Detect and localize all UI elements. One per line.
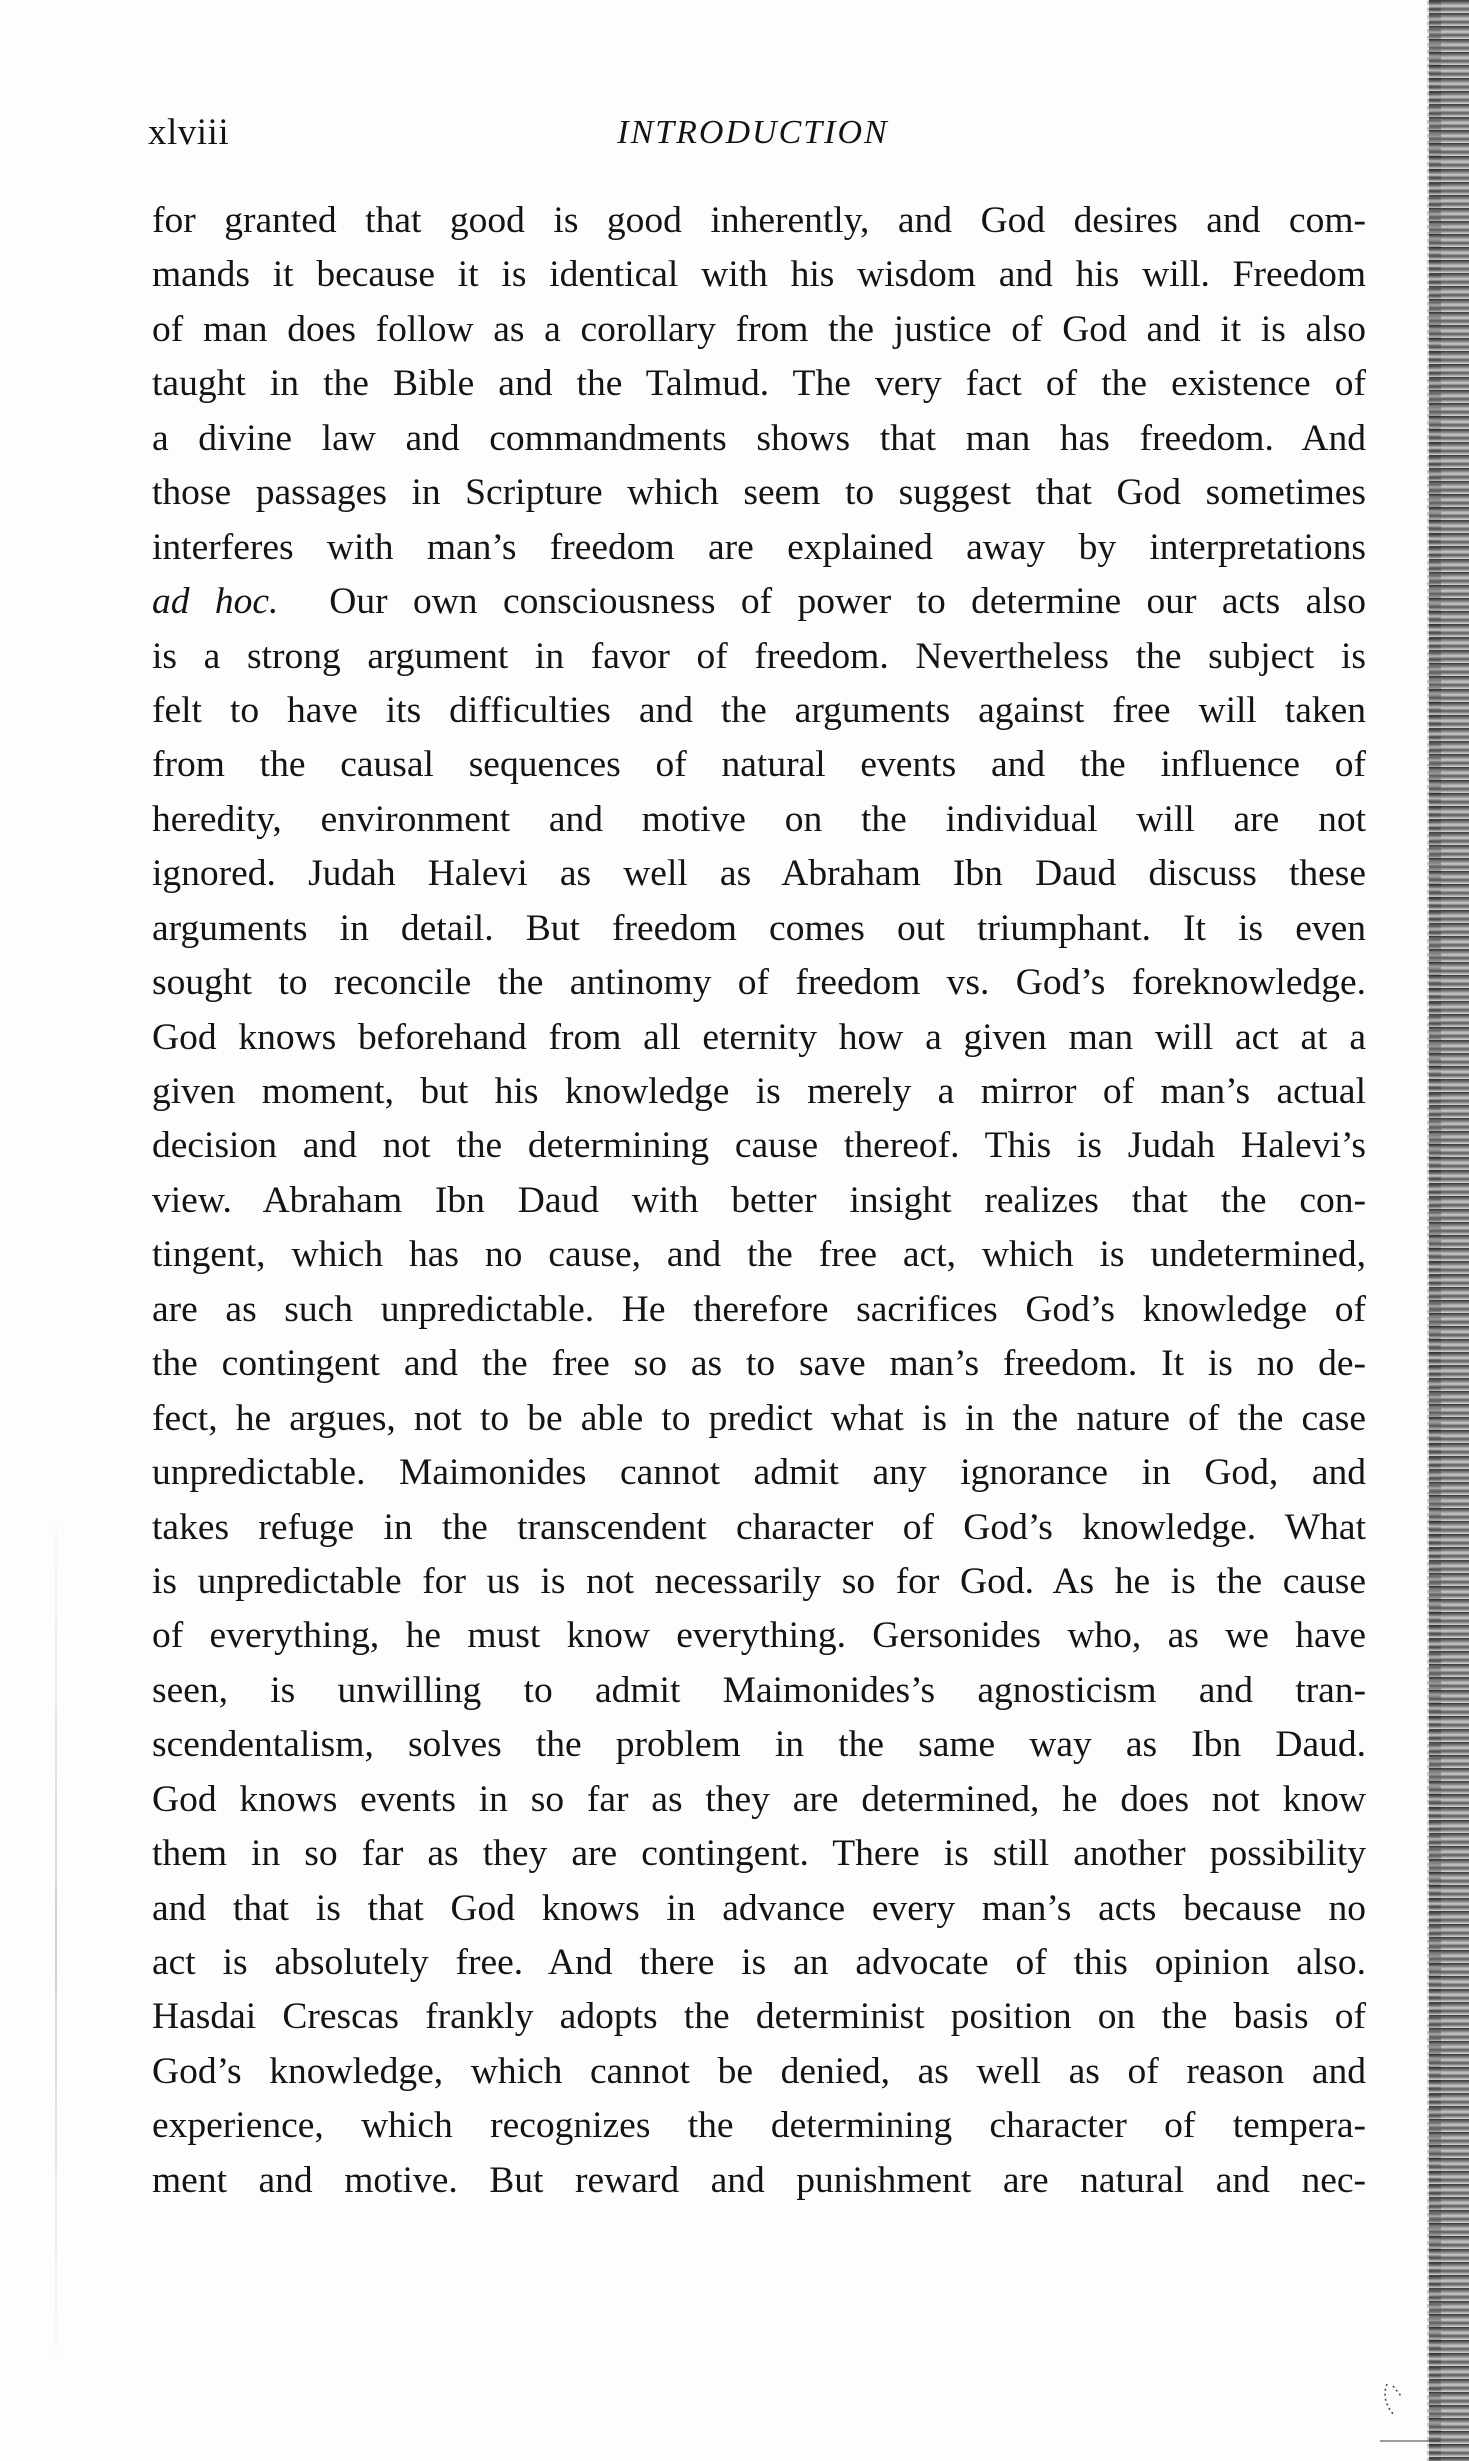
text-line: act is absolutely free. And there is an advocate of this opinion also. (152, 1942, 1366, 1983)
body-text (152, 194, 1366, 2208)
text-line: is a strong argument in favor of freedom. Nevertheless the subject is (152, 635, 1366, 677)
text-line: God knows beforehand from all eternity how a given man will act at a (152, 1016, 1366, 1058)
text-line: sought to reconcile the antinomy of freedom vs. God’s foreknowledge. (152, 962, 1366, 1004)
text-line: heredity, environment and motive on the individual will are not (152, 798, 1366, 840)
text-line-rest: Our own consciousness of power to determine our acts also (329, 581, 1366, 623)
text-line: a divine law and commandments shows that man has freedom. And (152, 417, 1366, 459)
text-line: are as such unpredictable. He therefore sacrifices God’s knowledge of (152, 1288, 1366, 1330)
text-line: takes refuge in the transcendent character of God’s knowledge. What (152, 1506, 1366, 1548)
italic-phrase: ad hoc. (152, 581, 279, 623)
text-line: view. Abraham Ibn Daud with better insight realizes that the con- (152, 1179, 1366, 1221)
text-line: God knows events in so far as they are determined, he does not know (152, 1778, 1366, 1820)
text-line: mands it because it is identical with his wisdom and his will. Freedom (152, 254, 1366, 296)
running-head (148, 108, 1358, 168)
text-line: tingent, which has no cause, and the free act, which is undetermined, (152, 1234, 1366, 1276)
text-line: Hasdai Crescas frankly adopts the determinist position on the basis of (152, 1996, 1366, 2038)
text-line: felt to have its difficulties and the arguments against free will taken (152, 689, 1366, 731)
scan-edge-line (1380, 2440, 1440, 2442)
text-line: experience, which recognizes the determining character of tempera- (152, 2105, 1366, 2147)
text-line: seen, is unwilling to admit Maimonides’s agnosticism and tran- (152, 1669, 1366, 1711)
text-line: those passages in Scripture which seem to suggest that God sometimes (152, 472, 1366, 514)
text-line: scendentalism, solves the problem in the same way as Ibn Daud. (152, 1724, 1366, 1766)
text-line: given moment, but his knowledge is merely a mirror of man’s actual (152, 1071, 1366, 1112)
text-line: God’s knowledge, which cannot be denied, as well as of reason and (152, 2050, 1366, 2092)
text-line: and that is that God knows in advance every man’s acts because no (152, 1887, 1366, 1929)
corner-mark-icon (1379, 2380, 1409, 2420)
text-line: from the causal sequences of natural events and the influence of (152, 744, 1366, 786)
text-line: arguments in detail. But freedom comes out triumphant. It is even (152, 907, 1366, 949)
scan-corner-mark (1379, 2380, 1409, 2420)
text-line: taught in the Bible and the Talmud. The very fact of the existence of (152, 363, 1366, 405)
text-line: fect, he argues, not to be able to predict what is in the nature of the case (152, 1397, 1366, 1439)
text-line: the contingent and the free so as to save man’s freedom. It is no de- (152, 1343, 1366, 1385)
page-fold-shadow (55, 1490, 57, 2390)
text-line: of everything, he must know everything. Gersonides who, as we have (152, 1615, 1366, 1657)
text-line: them in so far as they are contingent. There is still another possibility (152, 1833, 1366, 1875)
page-edge-texture (1427, 0, 1441, 2461)
text-line: unpredictable. Maimonides cannot admit any ignorance in God, and (152, 1452, 1366, 1494)
text-line: interferes with man’s freedom are explained away by interpretations (152, 526, 1366, 568)
text-line: is unpredictable for us is not necessarily so for God. As he is the cause (152, 1560, 1366, 1602)
text-line-with-italic (152, 575, 1366, 629)
page-number: xlviii (148, 112, 230, 153)
text-line: ignored. Judah Halevi as well as Abraham Ibn Daud discuss these (152, 853, 1366, 895)
text-line: ment and motive. But reward and punishment are natural and nec- (152, 2159, 1366, 2201)
text-line: for granted that good is good inherently, and God desires and com- (152, 200, 1366, 241)
chapter-title: INTRODUCTION (617, 114, 889, 151)
text-line: decision and not the determining cause thereof. This is Judah Halevi’s (152, 1125, 1366, 1167)
text-line: of man does follow as a corollary from the justice of God and it is also (152, 308, 1366, 350)
